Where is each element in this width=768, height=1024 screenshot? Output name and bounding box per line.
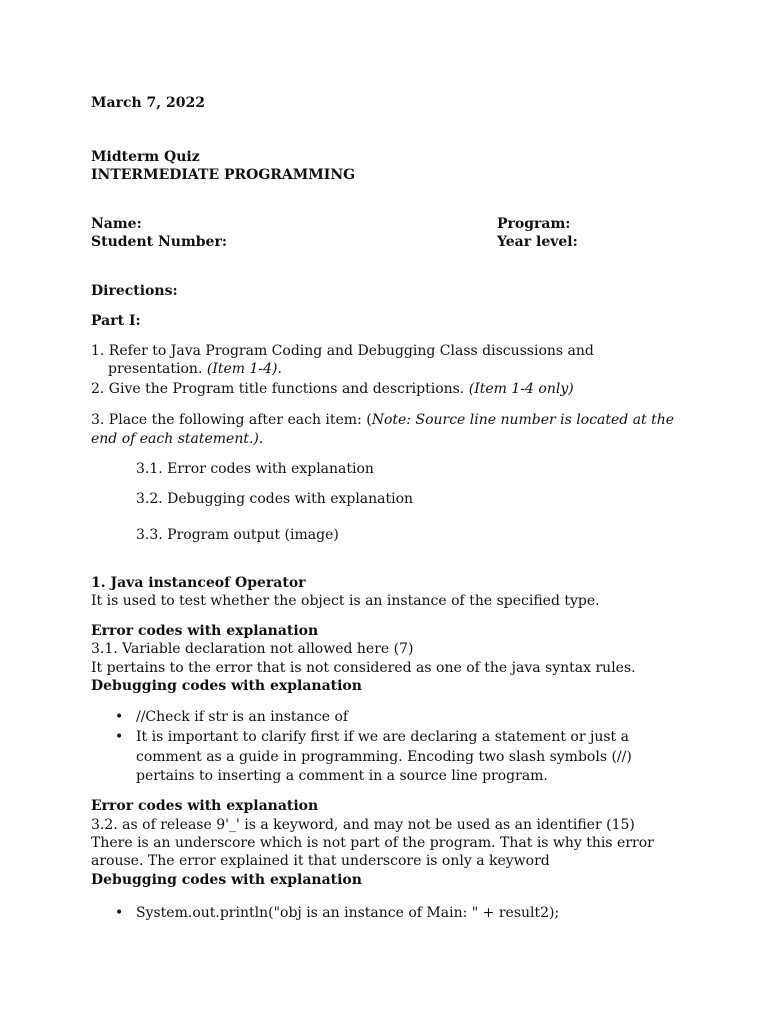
error-heading-1: Error codes with explanation: [91, 623, 319, 639]
directions-heading: Directions:: [91, 283, 178, 299]
section-1-heading: 1. Java instanceof Operator: [91, 575, 306, 591]
program-label: Program:: [497, 216, 571, 232]
student-number-label: Student Number:: [91, 234, 228, 250]
debug-heading-1: Debugging codes with explanation: [91, 678, 362, 694]
date: March 7, 2022: [91, 95, 205, 111]
bullet-2-line-2: comment as a guide in programming. Encoding two slash symbols (//): [136, 749, 632, 765]
part-heading: Part I:: [91, 313, 141, 329]
sub-item-3-2: 3.2. Debugging codes with explanation: [136, 491, 414, 507]
bullet-icon: •: [115, 709, 124, 725]
debug-heading-2: Debugging codes with explanation: [91, 872, 362, 888]
bullet-2-line-1: It is important to clarify first if we are declaring a statement or just a: [136, 729, 629, 745]
error-2-line-1: 3.2. as of release 9'_' is a keyword, and may not be used as an identifier (15): [91, 817, 635, 833]
bullet-icon: •: [115, 729, 124, 745]
error-1-line-2: It pertains to the error that is not considered as one of the java syntax rules.: [91, 660, 636, 676]
direction-item-1-line-2: presentation. (Item 1-4).: [108, 361, 282, 377]
course-title: INTERMEDIATE PROGRAMMING: [91, 167, 356, 183]
quiz-title: Midterm Quiz: [91, 149, 200, 165]
name-label: Name:: [91, 216, 142, 232]
direction-item-1-line-1: 1. Refer to Java Program Coding and Debugging Class discussions and: [91, 343, 594, 359]
error-2-line-2: There is an underscore which is not part of the program. That is why this error: [91, 835, 654, 851]
bullet-2-line-3: pertains to inserting a comment in a source line program.: [136, 768, 548, 784]
year-level-label: Year level:: [497, 234, 578, 250]
sub-item-3-1: 3.1. Error codes with explanation: [136, 461, 374, 477]
bullet-icon: •: [115, 905, 124, 921]
bullet-3-text: System.out.println("obj is an instance of Main: " + result2);: [136, 905, 560, 921]
direction-item-3-line-2: end of each statement.).: [91, 431, 264, 447]
bullet-1-text: //Check if str is an instance of: [136, 709, 349, 725]
sub-item-3-3: 3.3. Program output (image): [136, 527, 339, 543]
direction-item-3-line-1: 3. Place the following after each item: (Note: Source line number is located at the: [91, 412, 675, 428]
error-2-line-3: arouse. The error explained it that underscore is only a keyword: [91, 853, 550, 869]
direction-item-2: 2. Give the Program title functions and descriptions. (Item 1-4 only): [91, 381, 574, 397]
section-1-description: It is used to test whether the object is an instance of the specified type.: [91, 593, 600, 609]
error-1-line-1: 3.1. Variable declaration not allowed here (7): [91, 641, 414, 657]
error-heading-2: Error codes with explanation: [91, 798, 319, 814]
